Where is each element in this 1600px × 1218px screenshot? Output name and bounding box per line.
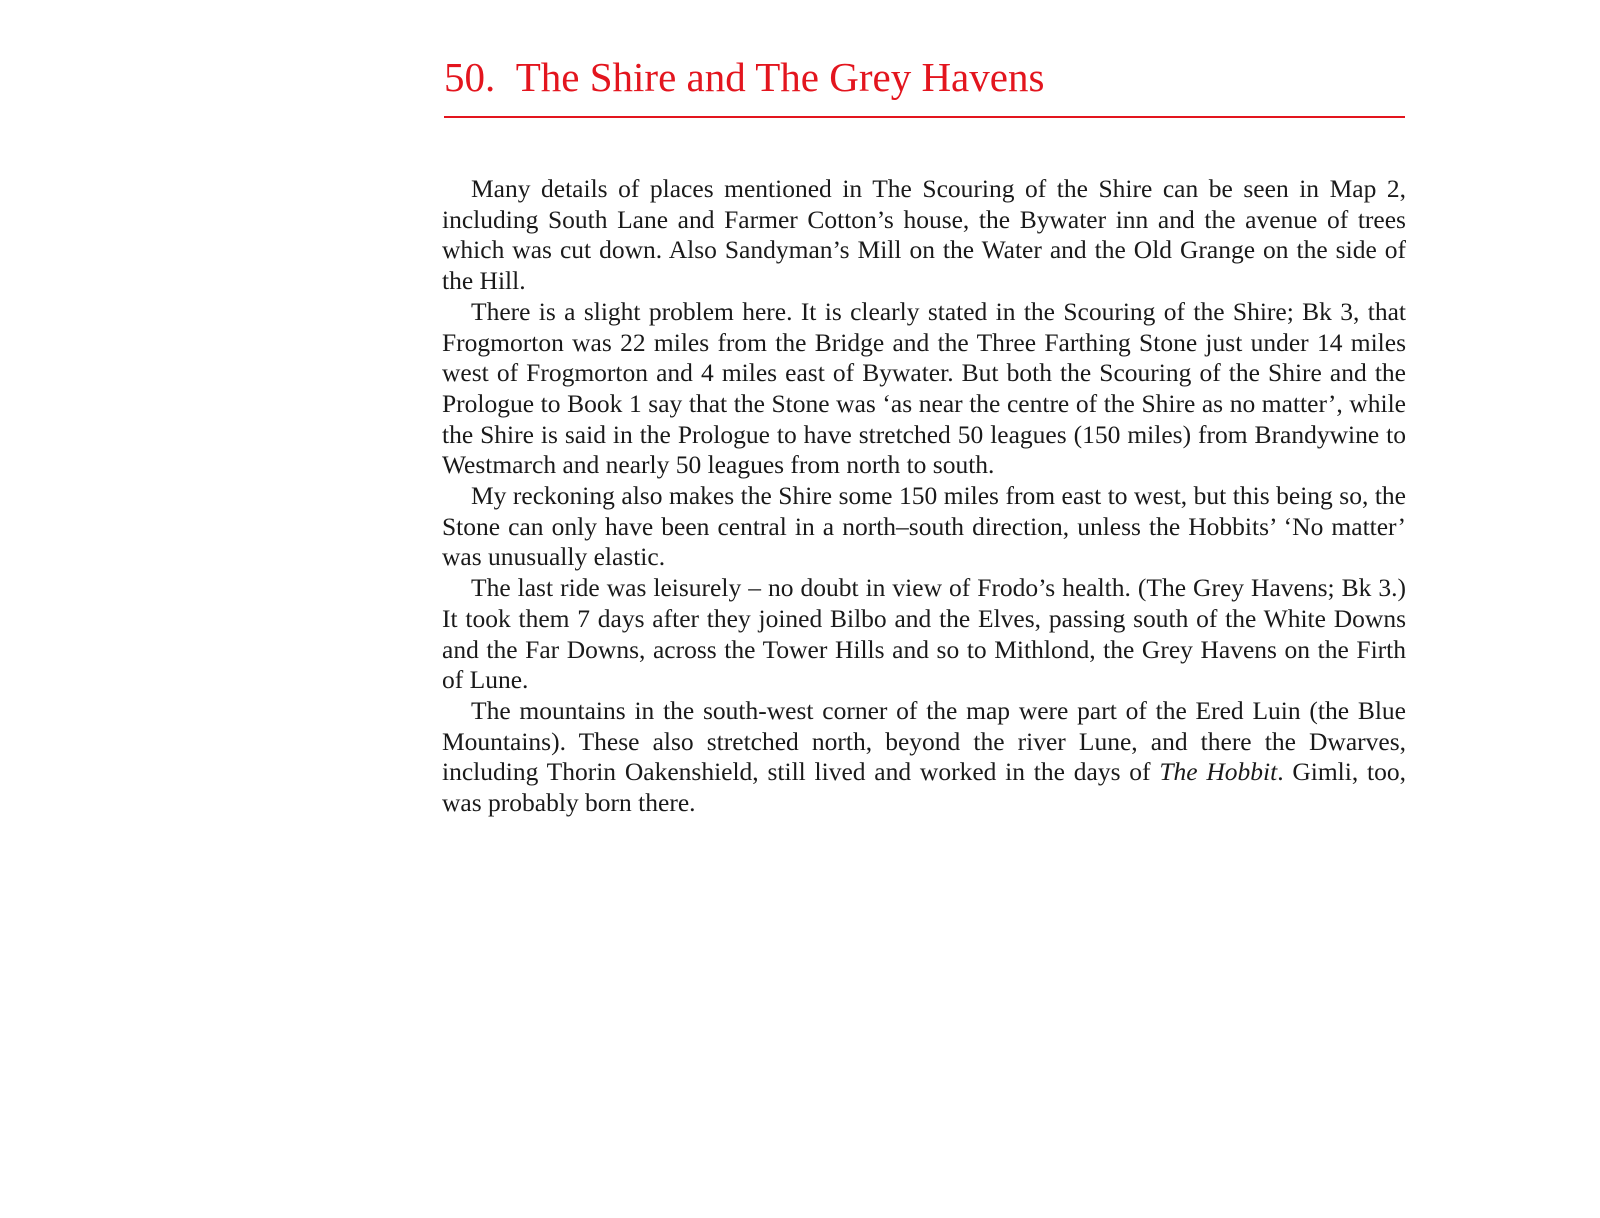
paragraph-5-text-before: The mountains in the south-west corner of the map were part of the Ered Luin (the Blue Mountains). These also stretched north, beyond the river Lune, and there the Dwarves, including Thorin Oakenshield, still lived and worked in the days of bbox=[442, 695, 1406, 787]
body-text bbox=[442, 174, 1406, 819]
paragraph-4: The last ride was leisurely – no doubt in view of Frodo’s health. (The Grey Havens; Bk 3.) It took them 7 days after they joined Bilbo and the Elves, passing south of the White Downs and the Far Downs, across the Tower Hills and so to Mithlond, the Grey Havens on the Firth of Lune. bbox=[442, 573, 1406, 695]
chapter-heading bbox=[444, 52, 1404, 102]
chapter-number: 50. bbox=[444, 54, 496, 100]
paragraph-1: Many details of places mentioned in The Scouring of the Shire can be seen in Map 2, including South Lane and Farmer Cotton’s house, the Bywater inn and the avenue of trees which was cut down. Also Sandyman’s Mill on the Water and the Old Grange on the side of the Hill. bbox=[442, 174, 1406, 296]
chapter-title: The Shire and The Grey Havens bbox=[515, 54, 1045, 100]
paragraph-3: My reckoning also makes the Shire some 150 miles from east to west, but this being so, the Stone can only have been central in a north–south direction, unless the Hobbits’ ‘No matter’ was unusually elastic. bbox=[442, 481, 1406, 572]
paragraph-5 bbox=[442, 696, 1406, 819]
paragraph-5-text-after: . Gimli, too, was probably born there. bbox=[442, 757, 1406, 818]
book-title-italic: The Hobbit bbox=[1159, 757, 1278, 787]
heading-rule bbox=[444, 116, 1405, 118]
paragraph-2: There is a slight problem here. It is clearly stated in the Scouring of the Shire; Bk 3, that Frogmorton was 22 miles from the Bridge and the Three Farthing Stone just under 14 miles west of Frogmorton and 4 miles east of Bywater. But both the Scouring of the Shire and the Prologue to Book 1 say that the Stone was ‘as near the centre of the Shire as no matter’, while the Shire is said in the Prologue to have stretched 50 leagues (150 miles) from Brandywine to Westmarch and nearly 50 leagues from north to south. bbox=[442, 296, 1406, 480]
